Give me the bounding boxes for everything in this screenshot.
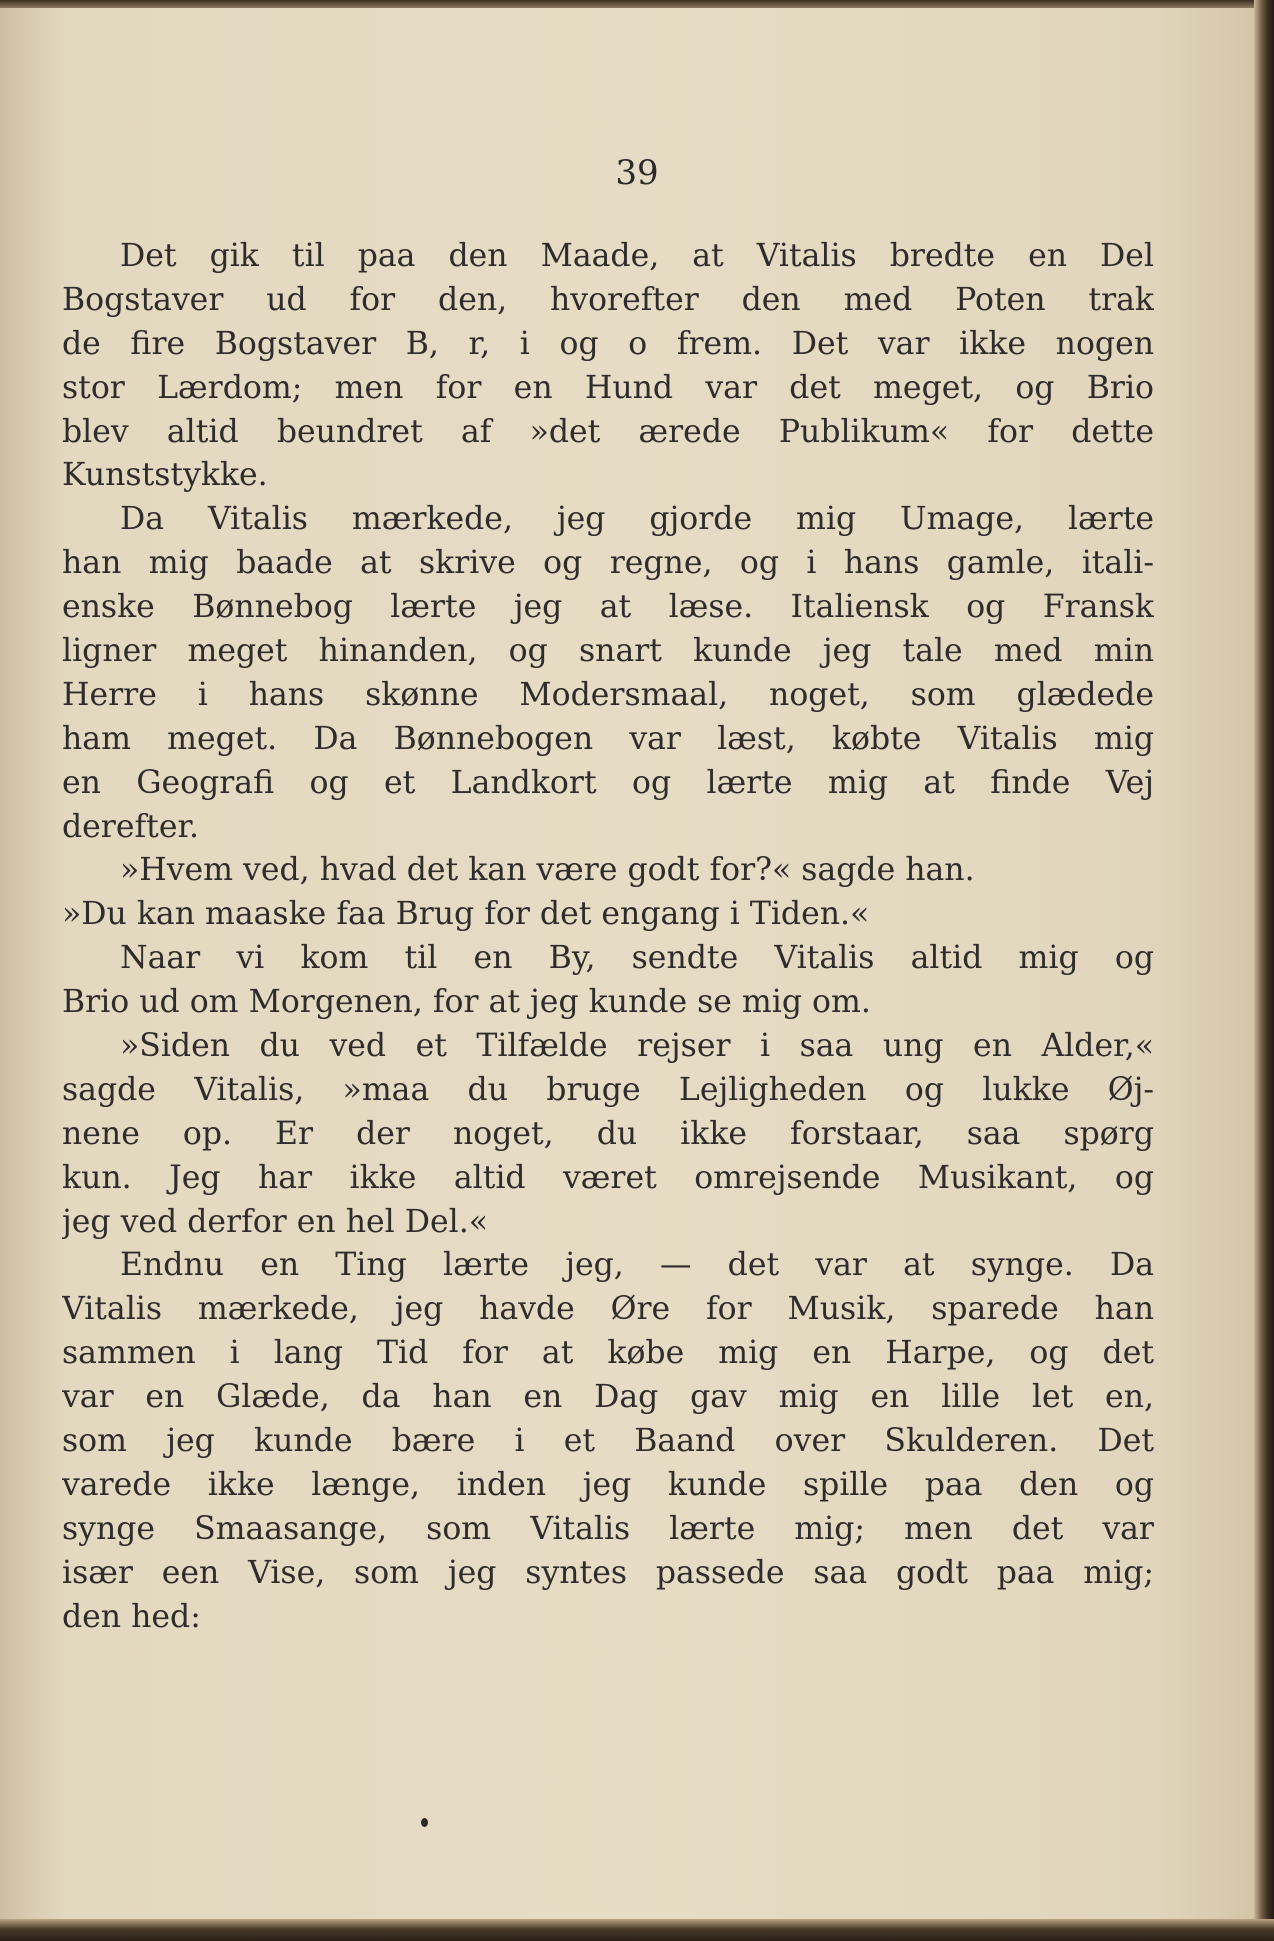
body-text (62, 235, 1154, 1640)
text-line: Brio ud om Morgenen, for at jeg kunde se mig om. (62, 984, 871, 1021)
page-number: 39 (615, 153, 659, 193)
text-line: Naar vi kom til en By, sendte Vitalis altid mig og (120, 940, 1154, 977)
text-line: Bogstaver ud for den, hvorefter den med Poten trak (62, 281, 1154, 318)
text-line: Kunststykke. (62, 457, 268, 494)
text-line: kun. Jeg har ikke altid været omrejsende Musikant, og (62, 1159, 1154, 1196)
text-line: Det gik til paa den Maade, at Vitalis bredte en Del (120, 238, 1154, 274)
text-line: Herre i hans skønne Modersmaal, noget, som glædede (62, 676, 1154, 713)
text-line: derefter. (62, 808, 200, 845)
text-line: især een Vise, som jeg syntes passede saa godt paa mig; (62, 1554, 1154, 1591)
text-line: som jeg kunde bære i et Baand over Skulderen. Det (62, 1423, 1154, 1460)
text-line: Da Vitalis mærkede, jeg gjorde mig Umage, lærte (120, 501, 1154, 538)
text-line: sammen i lang Tid for at købe mig en Harpe, og det (62, 1335, 1154, 1372)
text-line: »Hvem ved, hvad det kan være godt for?« sagde han. (120, 852, 975, 889)
text-line: ham meget. Da Bønnebogen var læst, købte Vitalis mig (62, 720, 1154, 757)
text-line: sagde Vitalis, »maa du bruge Lejligheden og lukke Øj- (62, 1071, 1154, 1108)
book-binding-edge (1254, 0, 1274, 1941)
text-line: ligner meget hinanden, og snart kunde jeg tale med min (62, 633, 1154, 670)
text-line: de fire Bogstaver B, r, i og o frem. Det var ikke nogen (62, 325, 1154, 362)
text-line: han mig baade at skrive og regne, og i hans gamle, itali- (62, 545, 1154, 582)
page-bottom-edge (0, 1919, 1274, 1941)
text-line: blev altid beundret af »det ærede Publikum« for dette (62, 413, 1154, 450)
text-line: varede ikke længe, inden jeg kunde spille paa den og (62, 1466, 1154, 1503)
text-line: stor Lærdom; men for en Hund var det meget, og Brio (62, 369, 1154, 406)
text-line: nene op. Er der noget, du ikke forstaar, saa spørg (62, 1115, 1154, 1152)
text-line: enske Bønnebog lærte jeg at læse. Italiensk og Fransk (62, 589, 1154, 626)
text-line: »Siden du ved et Tilfælde rejser i saa ung en Alder,« (120, 1028, 1154, 1065)
text-line: Endnu en Ting lærte jeg, — det var at synge. Da (120, 1247, 1154, 1284)
ink-mark (421, 1818, 428, 1827)
text-line: Vitalis mærkede, jeg havde Øre for Musik, sparede han (62, 1291, 1154, 1328)
page-top-edge (0, 0, 1274, 8)
text-line: en Geografi og et Landkort og lærte mig at finde Vej (62, 764, 1154, 801)
text-line: var en Glæde, da han en Dag gav mig en lille let en, (62, 1379, 1154, 1416)
text-line: synge Smaasange, som Vitalis lærte mig; men det var (62, 1510, 1154, 1547)
text-line: »Du kan maaske faa Brug for det engang i Tiden.« (62, 896, 870, 933)
text-line: jeg ved derfor en hel Del.« (62, 1203, 488, 1240)
text-line: den hed: (62, 1598, 201, 1635)
